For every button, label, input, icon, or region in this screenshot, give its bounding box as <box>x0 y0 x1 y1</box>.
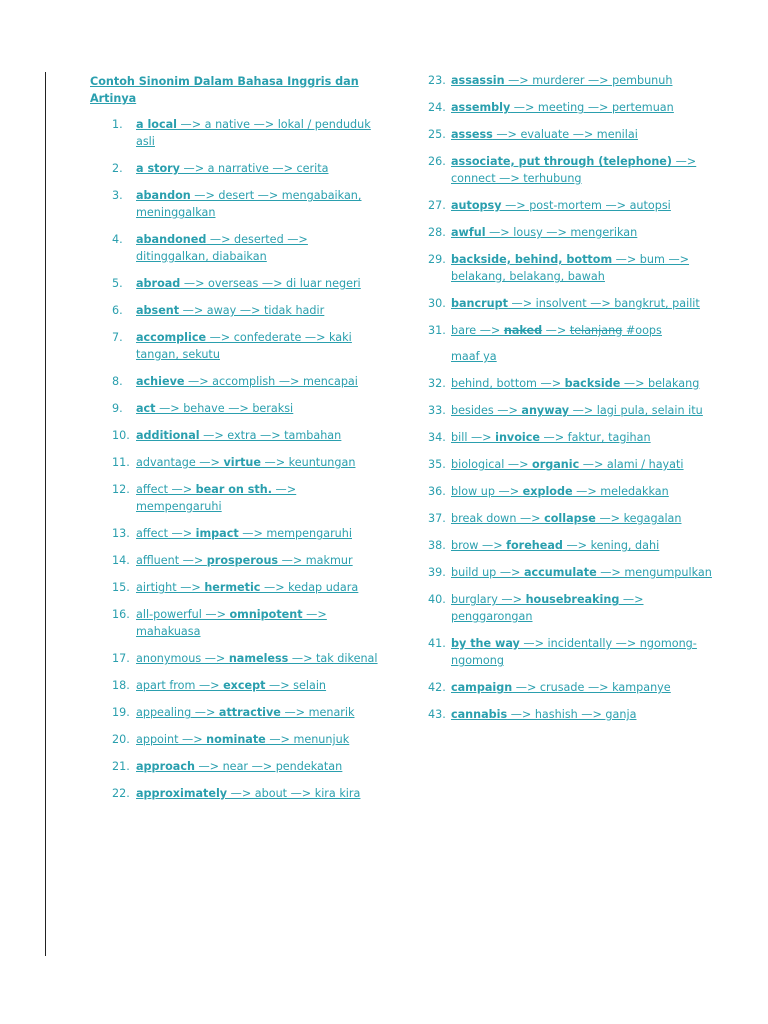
left-column <box>90 72 380 812</box>
synonym-entry <box>90 329 380 363</box>
entry-number: 35. <box>428 458 446 471</box>
entry-number: 42. <box>428 681 446 694</box>
synonym-list-right <box>428 72 728 723</box>
entry-number: 3. <box>112 189 123 202</box>
entry-text: —> post-mortem —> autopsi <box>501 199 671 212</box>
headword: additional <box>136 429 200 442</box>
entry-text: —> meeting —> pertemuan <box>510 101 674 114</box>
synonym-entry <box>428 322 728 365</box>
synonym-entry <box>90 677 380 694</box>
entry-number: 23. <box>428 74 446 87</box>
entry-number: 41. <box>428 637 446 650</box>
entry-text: —> crusade —> kampanye <box>512 681 671 694</box>
entry-text: —> penggarongan <box>451 593 644 623</box>
headword: assess <box>451 128 493 141</box>
entry-text: —> kening, dahi <box>562 539 660 552</box>
entry-text: —> insolvent —> bangkrut, pailit <box>508 297 700 310</box>
headword: collapse <box>544 512 596 525</box>
entry-text: —> connect —> terhubung <box>451 155 697 185</box>
entry-text: —> menunjuk <box>265 733 350 746</box>
synonym-entry <box>90 231 380 265</box>
entry-number: 2. <box>112 162 123 175</box>
headword: housebreaking <box>525 593 620 606</box>
synonym-entry <box>90 731 380 748</box>
entry-text: besides —> <box>451 404 522 417</box>
synonym-entry <box>90 400 380 417</box>
headword: except <box>223 679 266 692</box>
entry-text: —> faktur, tagihan <box>539 431 651 444</box>
entry-number: 40. <box>428 593 446 606</box>
headword: organic <box>532 458 580 471</box>
entry-text: —> alami / hayati <box>579 458 684 471</box>
entry-number: 25. <box>428 128 446 141</box>
synonym-entry <box>90 302 380 319</box>
headword: nominate <box>206 733 266 746</box>
entry-number: 27. <box>428 199 446 212</box>
entry-number: 36. <box>428 485 446 498</box>
synonym-entry <box>90 606 380 640</box>
document-title: Contoh Sinonim Dalam Bahasa Inggris dan Artinya <box>90 75 359 105</box>
synonym-entry <box>428 429 728 446</box>
entry-text: —> keuntungan <box>260 456 356 469</box>
entry-text: —> incidentally —> ngomong-ngomong <box>451 637 697 667</box>
entry-text: —> lagi pula, selain itu <box>569 404 703 417</box>
entry-number: 19. <box>112 706 130 719</box>
synonym-entry <box>90 758 380 775</box>
entry-text: telanjang <box>569 324 623 337</box>
synonym-entry <box>428 456 728 473</box>
synonym-list-left <box>90 116 380 802</box>
synonym-entry <box>90 525 380 542</box>
headword: approach <box>136 760 195 773</box>
synonym-entry <box>90 427 380 444</box>
entry-text: —> a narrative —> cerita <box>179 162 329 175</box>
entry-number: 8. <box>112 375 123 388</box>
entry-text: —> behave —> beraksi <box>155 402 294 415</box>
entry-text: all-powerful —> <box>136 608 230 621</box>
headword: bancrupt <box>451 297 508 310</box>
entry-text: —> kegagalan <box>595 512 682 525</box>
entry-number: 17. <box>112 652 130 665</box>
headword: cannabis <box>451 708 508 721</box>
synonym-entry <box>90 454 380 471</box>
entry-text: —> tak dikenal <box>288 652 378 665</box>
headword: backside, behind, bottom <box>451 253 613 266</box>
entry-text: —> deserted —> ditinggalkan, diabaikan <box>136 233 308 263</box>
headword: assassin <box>451 74 505 87</box>
headword: anyway <box>521 404 570 417</box>
entry-text: —> desert —> mengabaikan, meninggalkan <box>136 189 362 219</box>
headword: achieve <box>136 375 185 388</box>
headword: approximately <box>136 787 228 800</box>
entry-text: —> lousy —> mengerikan <box>485 226 638 239</box>
synonym-entry <box>90 275 380 292</box>
entry-number: 29. <box>428 253 446 266</box>
entry-number: 11. <box>112 456 130 469</box>
synonym-entry <box>428 564 728 581</box>
entry-number: 10. <box>112 429 130 442</box>
entry-text: —> mengumpulkan <box>596 566 712 579</box>
entry-text: build up —> <box>451 566 524 579</box>
headword: act <box>136 402 156 415</box>
entry-number: 1. <box>112 118 123 131</box>
entry-text: —> a native —> lokal / penduduk asli <box>136 118 371 148</box>
entry-text: bill —> <box>451 431 496 444</box>
entry-number: 28. <box>428 226 446 239</box>
entry-text: airtight —> <box>136 581 205 594</box>
synonym-entry <box>428 706 728 723</box>
headword: impact <box>195 527 239 540</box>
entry-text: —> mempengaruhi <box>136 483 297 513</box>
synonym-entry <box>90 116 380 150</box>
entry-text: —> hashish —> ganja <box>507 708 637 721</box>
entry-text: —> meledakkan <box>572 485 669 498</box>
entry-text: —> mahakuasa <box>136 608 327 638</box>
entry-number: 33. <box>428 404 446 417</box>
synonym-entry <box>428 251 728 285</box>
entry-text: brow —> <box>451 539 507 552</box>
entry-text: —> belakang <box>620 377 700 390</box>
entry-note: maaf ya <box>451 350 497 363</box>
entry-number: 43. <box>428 708 446 721</box>
headword: explode <box>522 485 573 498</box>
entry-text: affluent —> <box>136 554 207 567</box>
entry-text: —> makmur <box>278 554 353 567</box>
synonym-entry <box>428 295 728 312</box>
entry-text: #oops <box>622 324 662 337</box>
headword: abandon <box>136 189 191 202</box>
synonym-entry <box>428 224 728 241</box>
entry-text: bare —> <box>451 324 504 337</box>
synonym-entry <box>90 552 380 569</box>
entry-text: —> mempengaruhi <box>238 527 352 540</box>
headword: virtue <box>223 456 261 469</box>
entry-number: 14. <box>112 554 130 567</box>
synonym-entry <box>428 510 728 527</box>
headword: assembly <box>451 101 511 114</box>
synonym-entry <box>90 785 380 802</box>
synonym-entry <box>428 537 728 554</box>
entry-text: blow up —> <box>451 485 523 498</box>
entry-text: —> selain <box>265 679 327 692</box>
headword: a story <box>136 162 180 175</box>
entry-number: 9. <box>112 402 123 415</box>
synonym-entry <box>428 375 728 392</box>
synonym-entry <box>428 126 728 143</box>
entry-text: —> kedap udara <box>260 581 359 594</box>
entry-text: advantage —> <box>136 456 224 469</box>
headword: bear on sth. <box>195 483 272 496</box>
entry-text: break down —> <box>451 512 545 525</box>
headword: forehead <box>506 539 563 552</box>
headword: absent <box>136 304 180 317</box>
entry-text: appoint —> <box>136 733 207 746</box>
entry-text: affect —> <box>136 527 196 540</box>
synonym-entry <box>90 481 380 515</box>
entry-number: 6. <box>112 304 123 317</box>
synonym-entry <box>428 197 728 214</box>
entry-number: 39. <box>428 566 446 579</box>
headword: associate, put through (telephone) <box>451 155 673 168</box>
entry-text: —> <box>542 324 570 337</box>
entry-number: 4. <box>112 233 123 246</box>
entry-text: —> evaluate —> menilai <box>492 128 638 141</box>
entry-number: 38. <box>428 539 446 552</box>
entry-text: biological —> <box>451 458 533 471</box>
entry-text: —> near —> pendekatan <box>194 760 343 773</box>
entry-text: —> about —> kira kira <box>227 787 361 800</box>
headword: by the way <box>451 637 520 650</box>
headword: accomplice <box>136 331 207 344</box>
entry-number: 24. <box>428 101 446 114</box>
page-margin-rule <box>45 72 46 956</box>
entry-number: 15. <box>112 581 130 594</box>
headword: a local <box>136 118 177 131</box>
headword: prosperous <box>206 554 279 567</box>
entry-number: 16. <box>112 608 130 621</box>
synonym-entry <box>428 402 728 419</box>
headword: hermetic <box>204 581 261 594</box>
entry-text: —> extra —> tambahan <box>199 429 342 442</box>
headword: autopsy <box>451 199 502 212</box>
entry-number: 34. <box>428 431 446 444</box>
right-column <box>428 72 728 733</box>
entry-text: behind, bottom —> <box>451 377 565 390</box>
entry-text: —> menarik <box>280 706 355 719</box>
synonym-entry <box>428 635 728 669</box>
synonym-entry <box>428 679 728 696</box>
entry-number: 26. <box>428 155 446 168</box>
entry-text: affect —> <box>136 483 196 496</box>
entry-text: —> accomplish —> mencapai <box>184 375 358 388</box>
entry-text: —> overseas —> di luar negeri <box>180 277 361 290</box>
headword: accumulate <box>523 566 597 579</box>
entry-number: 37. <box>428 512 446 525</box>
entry-number: 31. <box>428 324 446 337</box>
entry-number: 18. <box>112 679 130 692</box>
headword: abandoned <box>136 233 207 246</box>
synonym-entry <box>90 373 380 390</box>
entry-text: —> murderer —> pembunuh <box>504 74 673 87</box>
entry-text: burglary —> <box>451 593 526 606</box>
headword: omnipotent <box>229 608 303 621</box>
synonym-entry <box>90 187 380 221</box>
headword: abroad <box>136 277 181 290</box>
synonym-entry <box>90 704 380 721</box>
synonym-entry <box>90 160 380 177</box>
synonym-entry <box>90 579 380 596</box>
headword: backside <box>564 377 621 390</box>
entry-text: apart from —> <box>136 679 224 692</box>
entry-number: 32. <box>428 377 446 390</box>
headword: invoice <box>495 431 540 444</box>
entry-number: 20. <box>112 733 130 746</box>
entry-number: 22. <box>112 787 130 800</box>
synonym-entry <box>428 483 728 500</box>
entry-number: 7. <box>112 331 123 344</box>
entry-text: —> away —> tidak hadir <box>179 304 325 317</box>
synonym-entry <box>428 591 728 625</box>
entry-number: 12. <box>112 483 130 496</box>
entry-number: 30. <box>428 297 446 310</box>
entry-number: 13. <box>112 527 130 540</box>
entry-number: 5. <box>112 277 123 290</box>
synonym-entry <box>428 153 728 187</box>
entry-text: anonymous —> <box>136 652 229 665</box>
headword: nameless <box>228 652 289 665</box>
synonym-entry <box>90 650 380 667</box>
entry-text: —> confederate —> kaki tangan, sekutu <box>136 331 352 361</box>
synonym-entry <box>428 99 728 116</box>
headword: awful <box>451 226 486 239</box>
headword: attractive <box>218 706 281 719</box>
headword: campaign <box>451 681 513 694</box>
synonym-entry <box>428 72 728 89</box>
entry-text: appealing —> <box>136 706 219 719</box>
headword: naked <box>503 324 543 337</box>
entry-text: —> bum —> belakang, belakang, bawah <box>451 253 690 283</box>
entry-number: 21. <box>112 760 130 773</box>
